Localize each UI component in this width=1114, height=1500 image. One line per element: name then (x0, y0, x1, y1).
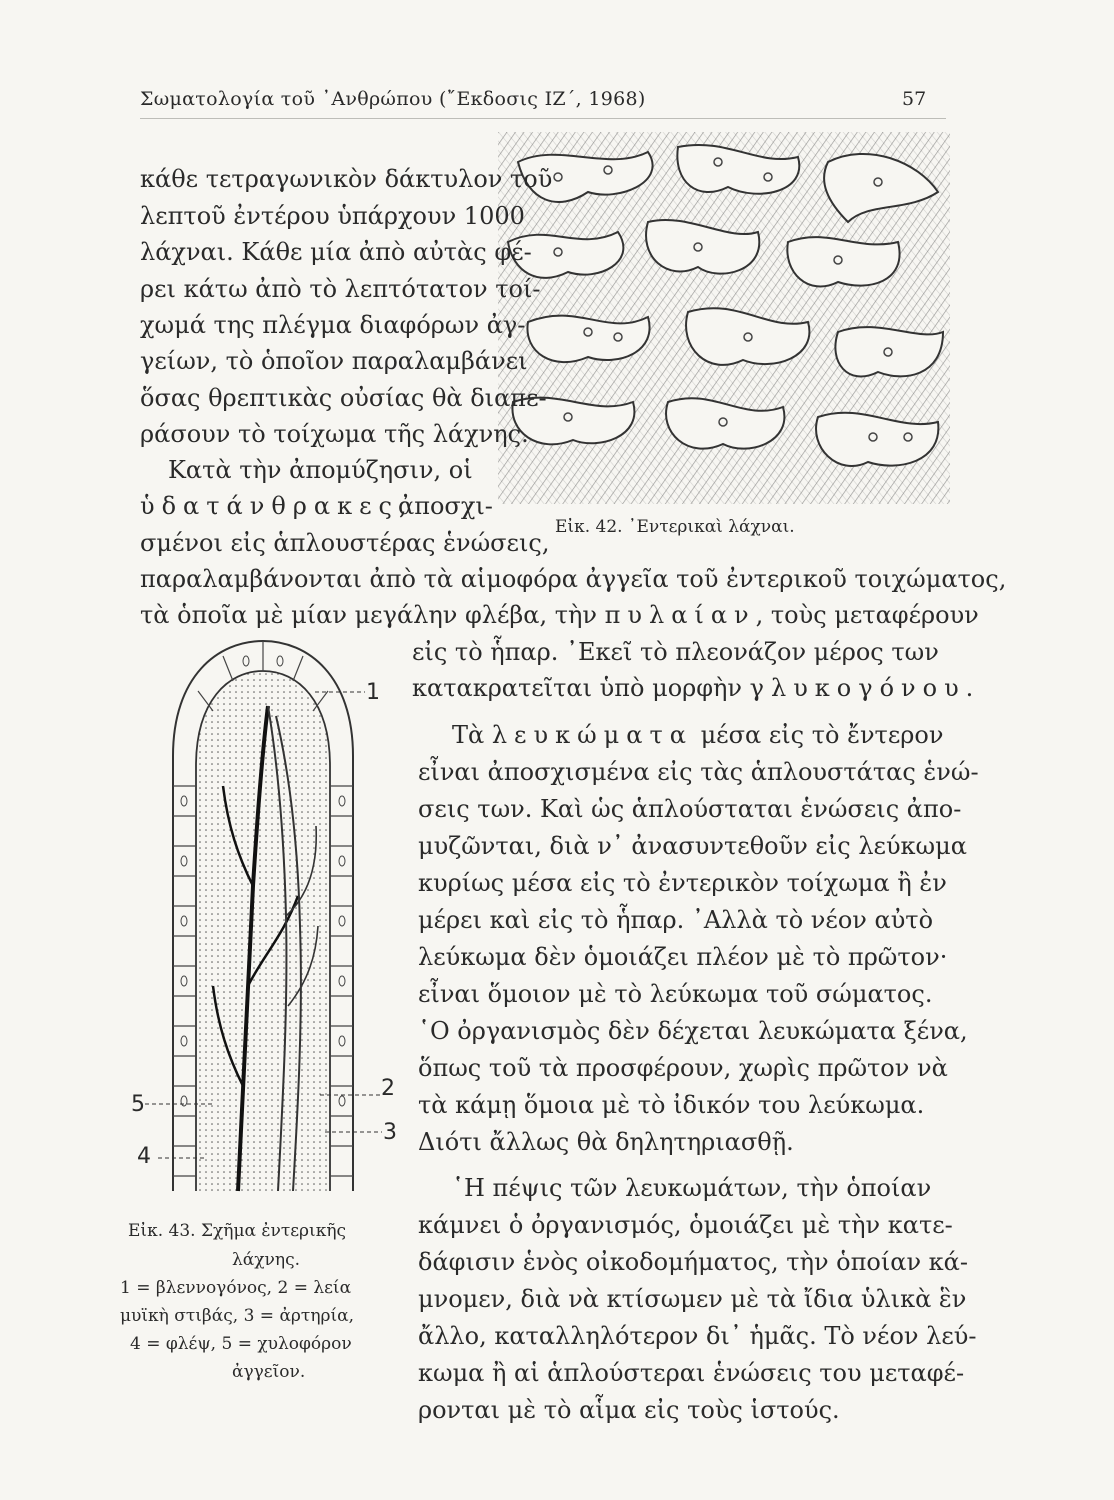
running-title: Σωματολογία τοῦ ᾿Ανθρώπου (῎Εκδοσις ΙΖ΄, 1968) (140, 88, 646, 110)
body-line: ῾Ο ὀργανισμὸς δὲν δέχεται λευκώματα ξένα, (418, 1017, 968, 1045)
body-line: ράσουν τὸ τοίχωμα τῆς λάχνης. (140, 420, 529, 448)
body-line: λεπτοῦ ἐντέρου ὑπάρχουν 1000 (140, 202, 525, 230)
figure-43-caption-line: 4 = φλέψ, 5 = χυλοφόρον (130, 1334, 352, 1354)
body-line: εἶναι ὅμοιον μὲ τὸ λεύκωμα τοῦ σώματος. (418, 980, 933, 1008)
body-line: μυζῶνται, διὰ ν᾿ ἀνασυντεθοῦν εἰς λεύκωμα (418, 832, 967, 860)
body-line: λάχναι. Κάθε μία ἀπὸ αὐτὰς φέ- (140, 238, 532, 266)
body-line: κωμα ἢ αἱ ἁπλούστεραι ἑνώσεις του μεταφέ- (418, 1359, 965, 1387)
spaced-term: πυλαίαν (604, 601, 756, 629)
figure-43-label-4: 4 (137, 1144, 151, 1169)
body-text: . (965, 674, 974, 702)
body-line (452, 723, 943, 747)
figure-43-label-2: 2 (381, 1076, 395, 1101)
body-line: ὅσας θρεπτικὰς οὐσίας θὰ διαπε- (140, 384, 547, 412)
body-line: ρονται μὲ τὸ αἷμα εἰς τοὺς ἱστούς. (418, 1396, 840, 1424)
body-line-spaced-term: ὑδατάνθρακες, (140, 492, 414, 520)
body-text: τὰ ὁποῖα μὲ μίαν μεγάλην φλέβα, τὴν (140, 601, 605, 629)
body-line: μνομεν, διὰ νὰ κτίσωμεν μὲ τὰ ἴδια ὑλικὰ ἓν (418, 1285, 967, 1313)
figure-43-caption-line: Εἰκ. 43. Σχῆμα ἐντερικῆς (128, 1221, 347, 1241)
figure-43-leader-lines (120, 680, 400, 1170)
body-line: εἶναι ἀποσχισμένα εἰς τὰς ἁπλουστάτας ἑνώ- (418, 758, 979, 786)
body-line: ἄλλο, καταλληλότερον δι᾿ ἡμᾶς. Τὸ νέον λεύ- (418, 1322, 977, 1350)
body-text: Τὰ (452, 721, 492, 749)
body-line: ἀποσχι- (398, 492, 493, 520)
body-line (412, 676, 973, 700)
body-text: μέσα εἰς τὸ ἔντερον (692, 721, 944, 749)
body-line: Διότι ἄλλως θὰ δηλητηριασθῇ. (418, 1128, 794, 1156)
body-line: τὰ κάμῃ ὅμοια μὲ τὸ ἰδικόν του λεύκωμα. (418, 1091, 925, 1119)
figure-43-caption-line: μυϊκὴ στιβάς, 3 = ἀρτηρία, (120, 1306, 355, 1326)
figure-43-label-5: 5 (131, 1092, 145, 1117)
body-line: γείων, τὸ ὁποῖον παραλαμβάνει (140, 347, 528, 375)
body-line: κάμνει ὁ ὀργανισμός, ὁμοιάζει μὲ τὴν κατε- (418, 1211, 953, 1239)
body-text: κατακρατεῖται ὑπὸ μορφὴν (412, 674, 750, 702)
body-line: κυρίως μέσα εἰς τὸ ἐντερικὸν τοίχωμα ἢ ἐν (418, 869, 947, 897)
body-line: ὅπως τοῦ τὰ προσφέρουν, χωρὶς πρῶτον νὰ (418, 1054, 948, 1082)
spaced-term: γλυκογόνου (749, 674, 966, 702)
figure-43-caption-line: λάχνης. (232, 1250, 300, 1270)
body-line: εἰς τὸ ἧπαρ. ᾿Εκεῖ τὸ πλεονάζον μέρος των (412, 638, 939, 666)
body-line: σμένοι εἰς ἁπλουστέρας ἑνώσεις, (140, 529, 550, 557)
figure-43-caption-line: ἀγγεῖον. (232, 1362, 306, 1382)
figure-43-label-3: 3 (383, 1120, 397, 1145)
body-line (140, 603, 979, 627)
body-line: ῾Η πέψις τῶν λευκωμάτων, τὴν ὁποίαν (452, 1174, 932, 1202)
body-line: λεύκωμα δὲν ὁμοιάζει πλέον μὲ τὸ πρῶτον· (418, 943, 948, 971)
body-line: μέρει καὶ εἰς τὸ ἧπαρ. ᾿Αλλὰ τὸ νέον αὐτὸ (418, 906, 934, 934)
body-line: παραλαμβάνονται ἀπὸ τὰ αἱμοφόρα ἀγγεῖα τοῦ ἐντερικοῦ τοιχώματος, (140, 565, 1007, 593)
spaced-term: λευκώματα (491, 721, 693, 749)
body-line: δάφισιν ἑνὸς οἰκοδομήματος, τὴν ὁποίαν κά- (418, 1248, 968, 1276)
figure-42-villi-drawing (498, 132, 950, 504)
body-line: κάθε τετραγωνικὸν δάκτυλον τοῦ (140, 165, 553, 193)
figure-43-caption-line: 1 = βλεννογόνος, 2 = λεία (120, 1278, 352, 1298)
page-number: 57 (902, 88, 927, 110)
body-line: χωμά της πλέγμα διαφόρων ἀγ- (140, 311, 526, 339)
figure-43-label-1: 1 (366, 680, 380, 705)
body-line: σεις των. Καὶ ὡς ἁπλούσταται ἑνώσεις ἀπο- (418, 795, 962, 823)
body-text: , τοὺς μεταφέρουν (755, 601, 979, 629)
figure-42-caption: Εἰκ. 42. ᾿Εντερικαὶ λάχναι. (555, 517, 795, 537)
body-line: ρει κάτω ἀπὸ τὸ λεπτότατον τοί- (140, 275, 541, 303)
body-line: Κατὰ τὴν ἀπομύζησιν, οἱ (168, 456, 473, 484)
header-rule (140, 118, 946, 119)
